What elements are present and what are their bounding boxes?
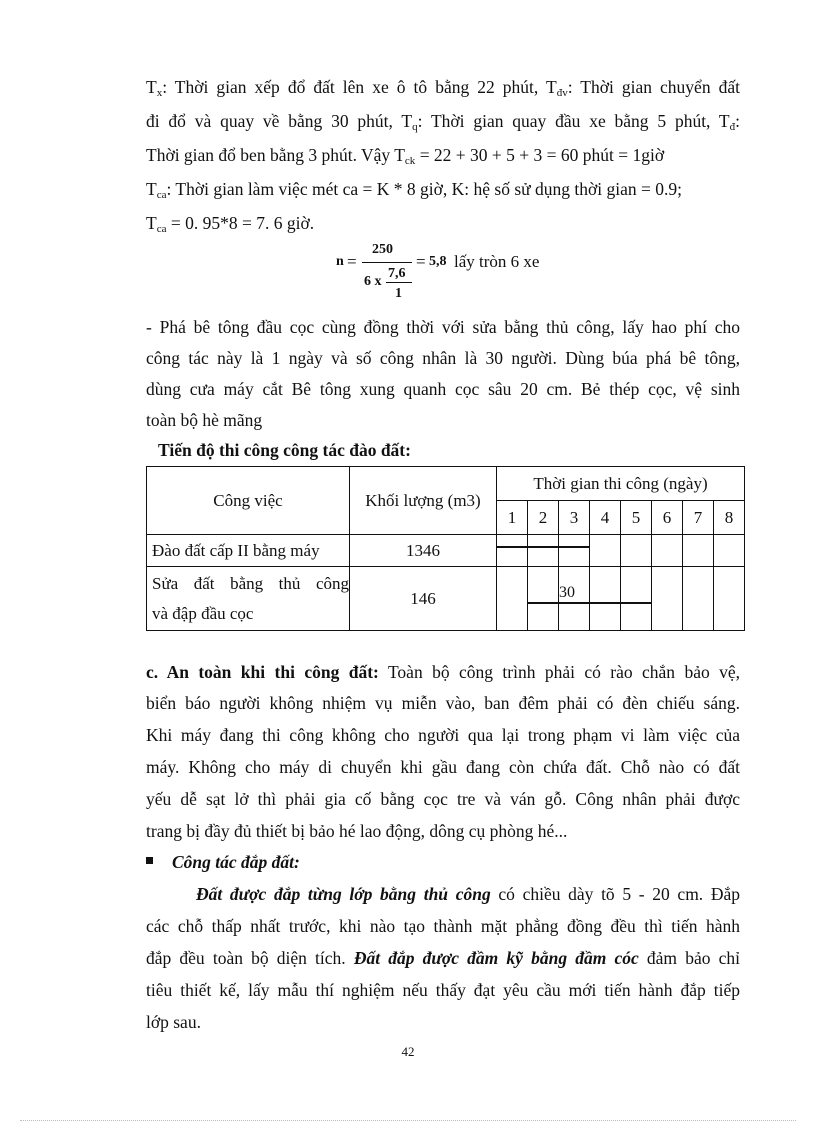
gantt-bar-label: 30 <box>559 584 575 601</box>
schedule-heading: Tiến độ thi công công tác đào đất: <box>158 440 411 460</box>
row2-work <box>147 567 350 631</box>
para1-line-4: toàn bộ hè mãng <box>146 410 263 430</box>
para1-line-1: - Phá bê tông đầu cọc cùng đồng thời với sửa bằng thủ công, lấy hao phí cho <box>146 317 740 337</box>
safety-title: c. An toàn khi thi công đất: <box>146 662 379 682</box>
fill-line-3: đắp đều toàn bộ diện tích. Đất đắp được đầm kỹ bằng đầm cóc đảm bảo chỉ <box>146 948 740 968</box>
day-cell: 4 <box>590 501 621 535</box>
formula-eq1: = <box>347 252 357 271</box>
day-cell: 1 <box>497 501 528 535</box>
row1-work: Đào đất cấp II bằng máy <box>147 535 350 567</box>
formula-inner-bar <box>386 282 412 283</box>
day-cell: 3 <box>559 501 590 535</box>
row2-work-line-2: và đập đầu cọc <box>152 603 254 623</box>
formula-result: 5,8 <box>429 254 447 269</box>
formula <box>336 242 596 306</box>
fill-line-1: Đất được đắp từng lớp bằng thủ công có chiều dày tõ 5 - 20 cm. Đắp <box>196 884 741 904</box>
header-work: Công việc <box>147 467 350 535</box>
safety-line-6: trang bị đầy đủ thiết bị bảo hé lao động, dông cụ phòng hé... <box>146 821 568 841</box>
para1-line-2: công tác này là 1 ngày và số công nhân là 30 người. Dùng búa phá bê tông, <box>146 348 740 368</box>
formula-lhs: n <box>336 254 344 269</box>
gantt-bar-manual-trim <box>527 602 651 604</box>
safety-line-4: máy. Không cho máy di chuyển khi gầu đang còn chứa đất. Chỗ nào có đất <box>146 757 740 777</box>
para1-line-3: dùng cưa máy cắt Bê tông xung quanh cọc sâu 20 cm. Bẻ thép cọc, vệ sinh <box>146 379 740 399</box>
page-bottom-rule <box>20 1120 796 1121</box>
formula-den-prefix: 6 x <box>364 274 382 289</box>
gantt-bar-excavation <box>497 546 589 548</box>
table-row <box>147 535 745 567</box>
table-row <box>147 567 745 631</box>
safety-line-1: c. An toàn khi thi công đất: Toàn bộ công trình phải có rào chắn bảo vệ, <box>146 662 740 682</box>
day-cell: 8 <box>714 501 745 535</box>
safety-line-3: Khi máy đang thi công không cho người qua lại trong phạm vi làm việc của <box>146 725 740 745</box>
schedule-table <box>146 466 745 631</box>
row2-work-line-1: Sửa đất bằng thủ công <box>152 573 349 593</box>
intro-line-3: Thời gian đổ ben bằng 3 phút. Vậy $T_{ck} = 22 + 30 + 5 + 3 = 60$ phút = 1giờ <box>146 145 665 167</box>
intro-line-1: $T_x$: Thời gian xếp đổ đất lên xe ô tô bằng 22 phút, $T_{đv}$: Thời gian chuyển đất <box>146 77 740 99</box>
formula-eq2: = <box>416 252 426 271</box>
fill-line-4: tiêu thiết kế, lấy mẫu thí nghiệm nếu thấy đạt yêu cầu mới tiến hành đắp tiếp <box>146 980 740 1000</box>
formula-suffix: lấy tròn 6 xe <box>454 252 540 271</box>
safety-line-5: yếu dễ sạt lở thì phải gia cố bằng cọc tre và ván gỗ. Công nhân phải được <box>146 789 740 809</box>
fill-line-5: lớp sau. <box>146 1012 201 1032</box>
formula-numerator: 250 <box>372 242 393 257</box>
header-volume: Khối lượng (m3) <box>350 467 497 535</box>
safety-line-2: biển báo người không nhiệm vụ miễn vào, ban đêm phải có đèn chiếu sáng. <box>146 693 740 713</box>
day-cell: 7 <box>683 501 714 535</box>
bullet-icon <box>146 857 153 864</box>
formula-inner-den: 1 <box>395 286 402 301</box>
day-cell: 6 <box>652 501 683 535</box>
day-cell: 2 <box>528 501 559 535</box>
fill-heading: Công tác đắp đất: <box>172 852 300 872</box>
intro-line-5: $T_{ca} = 0$. 95*8 = 7. 6 giờ. <box>146 213 315 235</box>
fill-line-2: các chỗ thấp nhất trước, khi nào tạo thành mặt phẳng đồng đều thì tiến hành <box>146 916 740 936</box>
formula-main-bar <box>362 262 412 263</box>
page-number: 42 <box>401 1044 415 1059</box>
row2-volume: 146 <box>350 567 497 631</box>
intro-line-4: $T_{ca}$: Thời gian làm việc mét ca = K * 8 giờ, K: hệ số sử dụng thời gian = 0.9; <box>146 179 682 201</box>
row1-volume: 1346 <box>350 535 497 567</box>
formula-inner-num: 7,6 <box>388 266 406 281</box>
day-cell: 5 <box>621 501 652 535</box>
header-time: Thời gian thi công (ngày) <box>497 467 745 501</box>
intro-line-2: đi đổ và quay về bằng 30 phút, $T_q$: Thời gian quay đầu xe bằng 5 phút, $T_đ$: <box>146 111 740 133</box>
